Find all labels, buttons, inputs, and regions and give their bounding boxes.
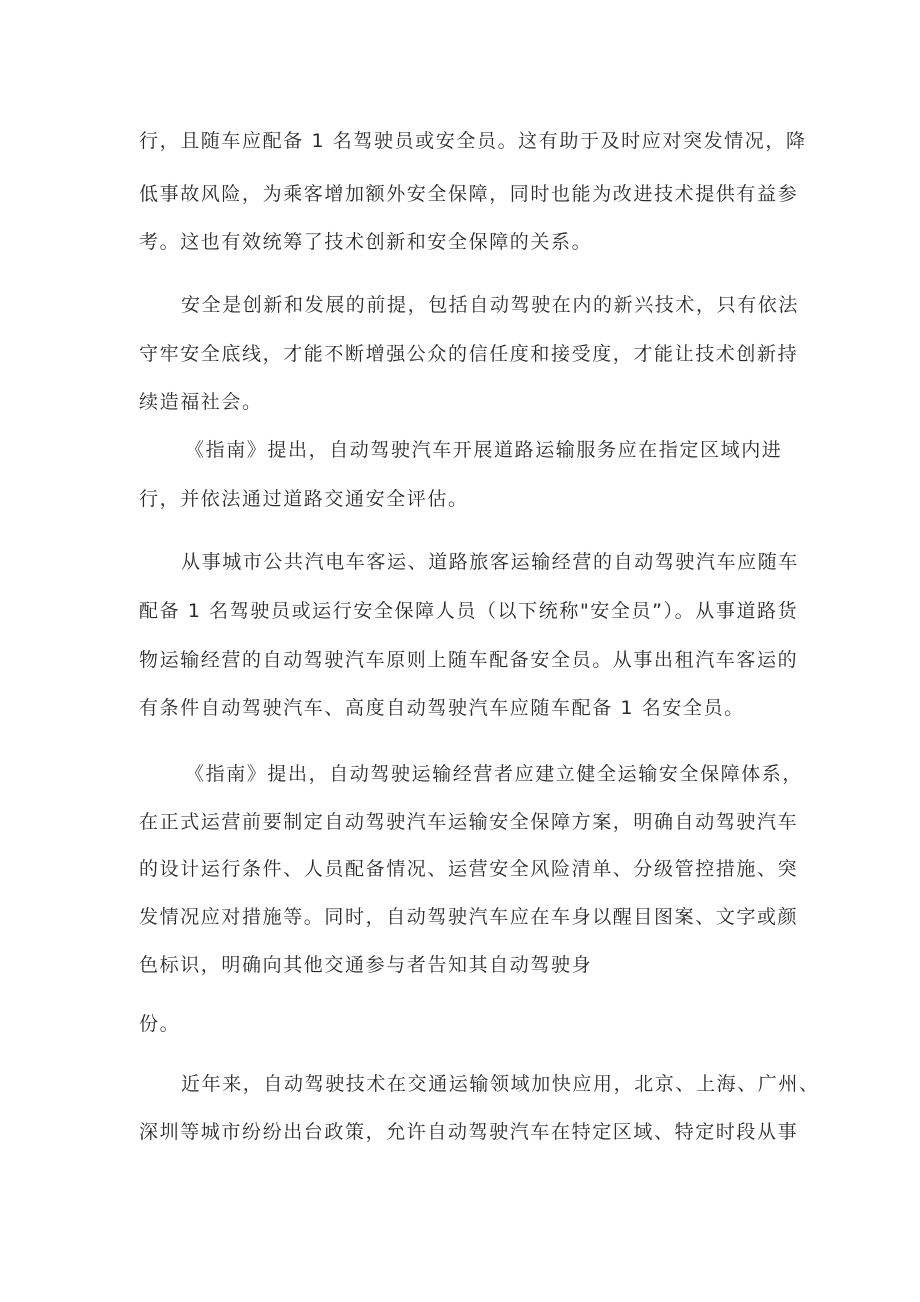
text-line: 物运输经营的自动驾驶汽车原则上随车配备安全员。从事出租汽车客运的 xyxy=(139,649,799,671)
text-line: 行，且随车应配备 1 名驾驶员或安全员。这有助于及时应对突发情况，降 xyxy=(139,130,807,152)
text-line: 发情况应对措施等。同时，自动驾驶汽车应在车身以醒目图案、文字或颜 xyxy=(139,906,799,928)
text-line: 守牢安全底线，才能不断增强公众的信任度和接受度，才能让技术创新持 xyxy=(139,343,799,365)
text-line: 深圳等城市纷纷出台政策，允许自动驾驶汽车在特定区域、特定时段从事 xyxy=(139,1121,799,1143)
text-line: 低事故风险，为乘客增加额外安全保障，同时也能为改进技术提供有益参 xyxy=(139,183,799,205)
text-line: 从事城市公共汽电车客运、道路旅客运输经营的自动驾驶汽车应随车 xyxy=(181,551,800,573)
text-line: 有条件自动驾驶汽车、高度自动驾驶汽车应随车配备 1 名安全员。 xyxy=(139,697,745,719)
text-line: 考。这也有效统筹了技术创新和安全保障的关系。 xyxy=(139,231,593,253)
text-line: 份。 xyxy=(139,1013,181,1035)
text-line: 《指南》提出，自动驾驶汽车开展道路运输服务应在指定区域内进 xyxy=(185,439,783,461)
text-line: 配备 1 名驾驶员或运行安全保障人员（以下统称"安全员”）。从事道路货 xyxy=(139,600,799,622)
text-line: 续造福社会。 xyxy=(139,391,263,413)
text-line: 在正式运营前要制定自动驾驶汽车运输安全保障方案，明确自动驾驶汽车 xyxy=(139,811,799,833)
text-line: 色标识，明确向其他交通参与者告知其自动驾驶身 xyxy=(139,954,593,976)
text-line: 的设计运行条件、人员配备情况、运营安全风险清单、分级管控措施、突 xyxy=(139,858,799,880)
text-line: 安全是创新和发展的前提，包括自动驾驶在内的新兴技术，只有依法 xyxy=(181,294,800,316)
text-line: 近年来，自动驾驶技术在交通运输领域加快应用，北京、上海、广州、 xyxy=(181,1073,820,1095)
text-line: 《指南》提出，自动驾驶运输经营者应建立健全运输安全保障体系， xyxy=(185,763,804,785)
text-line: 行，并依法通过道路交通安全评估。 xyxy=(139,488,469,510)
